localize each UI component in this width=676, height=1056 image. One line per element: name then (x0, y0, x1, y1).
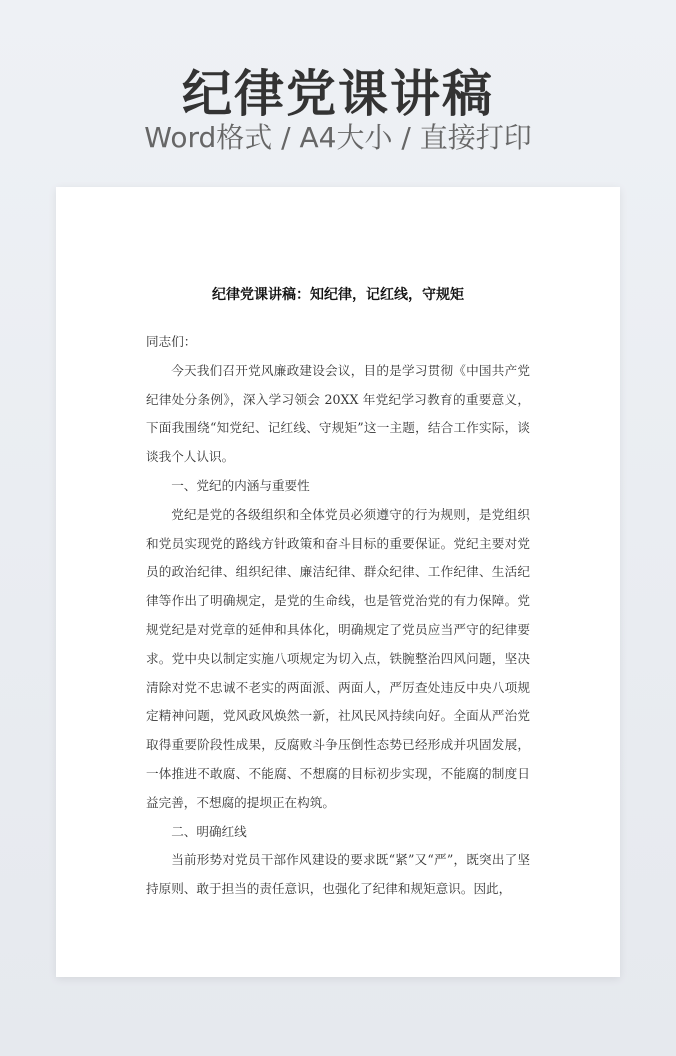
page-subtitle: Word格式 / A4大小 / 直接打印 (144, 121, 532, 154)
document-page (56, 187, 620, 977)
document-title: 纪律党课讲稿：知纪律，记红线，守规矩 (212, 287, 464, 303)
body-paragraph: 当前形势对党员干部作风建设的要求既“紧”又“严”，既突出了坚持原则、敢于担当的责任意识，也强化了纪律和规矩意识。因此， (146, 852, 530, 897)
body-paragraph: 党纪是党的各级组织和全体党员必须遵守的行为规则，是党组织和党员实现党的路线方针政策和奋斗目标的重要保证。党纪主要对党员的政治纪律、组织纪律、廉洁纪律、群众纪律、工作纪律、生活纪律等作出了明确规定，是党的生命线，也是管党治党的有力保障。党规党纪是对党章的延伸和具体化，明确规定了党员应当严守的纪律要求。党中央以制定实施八项规定为切入点，铁腕整治四风问题，坚决清除对党不忠诚不老实的两面派、两面人，严厉查处违反中央八项规定精神问题，党风政风焕然一新，社风民风持续向好。全面从严治党取得重要阶段性成果，反腐败斗争压倒性态势已经形成并巩固发展，一体推进不敢腐、不能腐、不想腐的目标初步实现，不能腐的制度日益完善，不想腐的提坝正在构筑。 (146, 506, 530, 810)
section-heading: 二、明确红线 (171, 823, 247, 839)
greeting: 同志们： (146, 334, 197, 349)
section-heading: 一、党纪的内涵与重要性 (171, 477, 310, 493)
body-paragraph: 今天我们召开党风廉政建设会议，目的是学习贯彻《中国共产党纪律处分条例》，深入学习领会 20XX 年党纪学习教育的重要意义，下面我围绕“知党纪、记红线、守规矩”这一主题，结合工作实际，谈谈我个人认识。 (146, 362, 530, 465)
document-body (146, 328, 530, 904)
page-title: 纪律党课讲稿 (182, 65, 494, 123)
